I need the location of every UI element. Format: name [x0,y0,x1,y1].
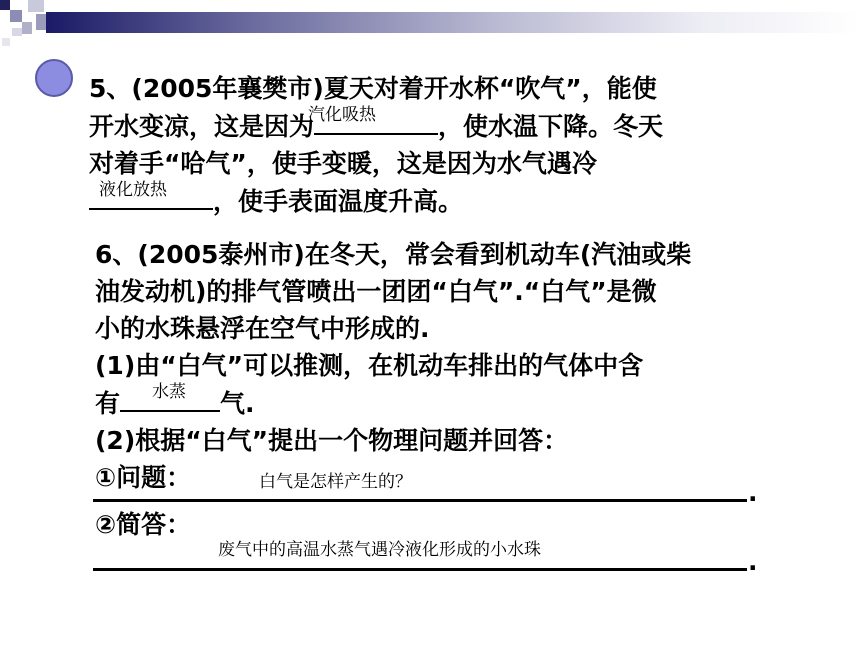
q6-line-5-text: 有 [95,389,121,418]
q6-line-2: 油发动机)的排气管喷出一团团“白气”.“白气”是微 [95,277,657,306]
question-5 [89,70,663,220]
q6-answer-text: 废气中的高温水蒸气遇冷液化形成的小水珠 [218,540,541,560]
period-1: . [748,478,758,507]
q6-line-4: (1)由“白气”可以推测，在机动车排出的气体中含 [95,351,644,380]
q6-blank [120,384,220,412]
q6-line-6: (2)根据“白气”提出一个物理问题并回答： [95,426,569,455]
q6-line-1: 6、(2005泰州市)在冬天，常会看到机动车(汽油或柴 [95,240,692,269]
decor-square [10,10,22,22]
answer-line-1 [93,499,747,502]
bullet-circle-icon [35,59,73,97]
q6-line-5-text-post: 气. [220,389,255,418]
decor-square [22,22,32,34]
q5-line-2 [89,107,663,145]
question-6 [95,236,691,496]
q5-line-4 [89,182,663,220]
q6-answer-label: ②简答： [95,510,192,539]
q5-line-2-text-post: ，使水温下降。冬天 [438,112,664,141]
q5-line-2-text: 开水变凉，这是因为 [89,112,315,141]
decor-square [36,14,46,30]
decor-square [28,0,44,12]
decor-square [2,38,10,46]
header-band [46,12,860,33]
q5-answer-2: 液化放热 [99,180,167,200]
q6-line-5 [95,384,691,422]
q5-blank-1 [308,105,438,135]
q6-answer-fill: 水蒸 [152,382,187,402]
q5-line-4-text: ，使手表面温度升高。 [213,187,464,216]
q6-line-3: 小的水珠悬浮在空气中形成的. [95,314,430,343]
q6-question-answer: 白气是怎样产生的？ [259,472,412,492]
decor-square [12,28,22,36]
q5-answer-1: 汽化吸热 [308,105,377,125]
q5-blank-2 [89,182,213,210]
period-2: . [748,547,758,576]
q5-line-3: 对着手“哈气”，使手变暖，这是因为水气遇冷 [89,149,597,178]
answer-line-2 [93,568,747,571]
q6-question-label: ①问题： [95,463,192,492]
q5-line-1: 5、(2005年襄樊市)夏天对着开水杯“吹气”，能使 [89,74,657,103]
decor-square [0,0,10,10]
